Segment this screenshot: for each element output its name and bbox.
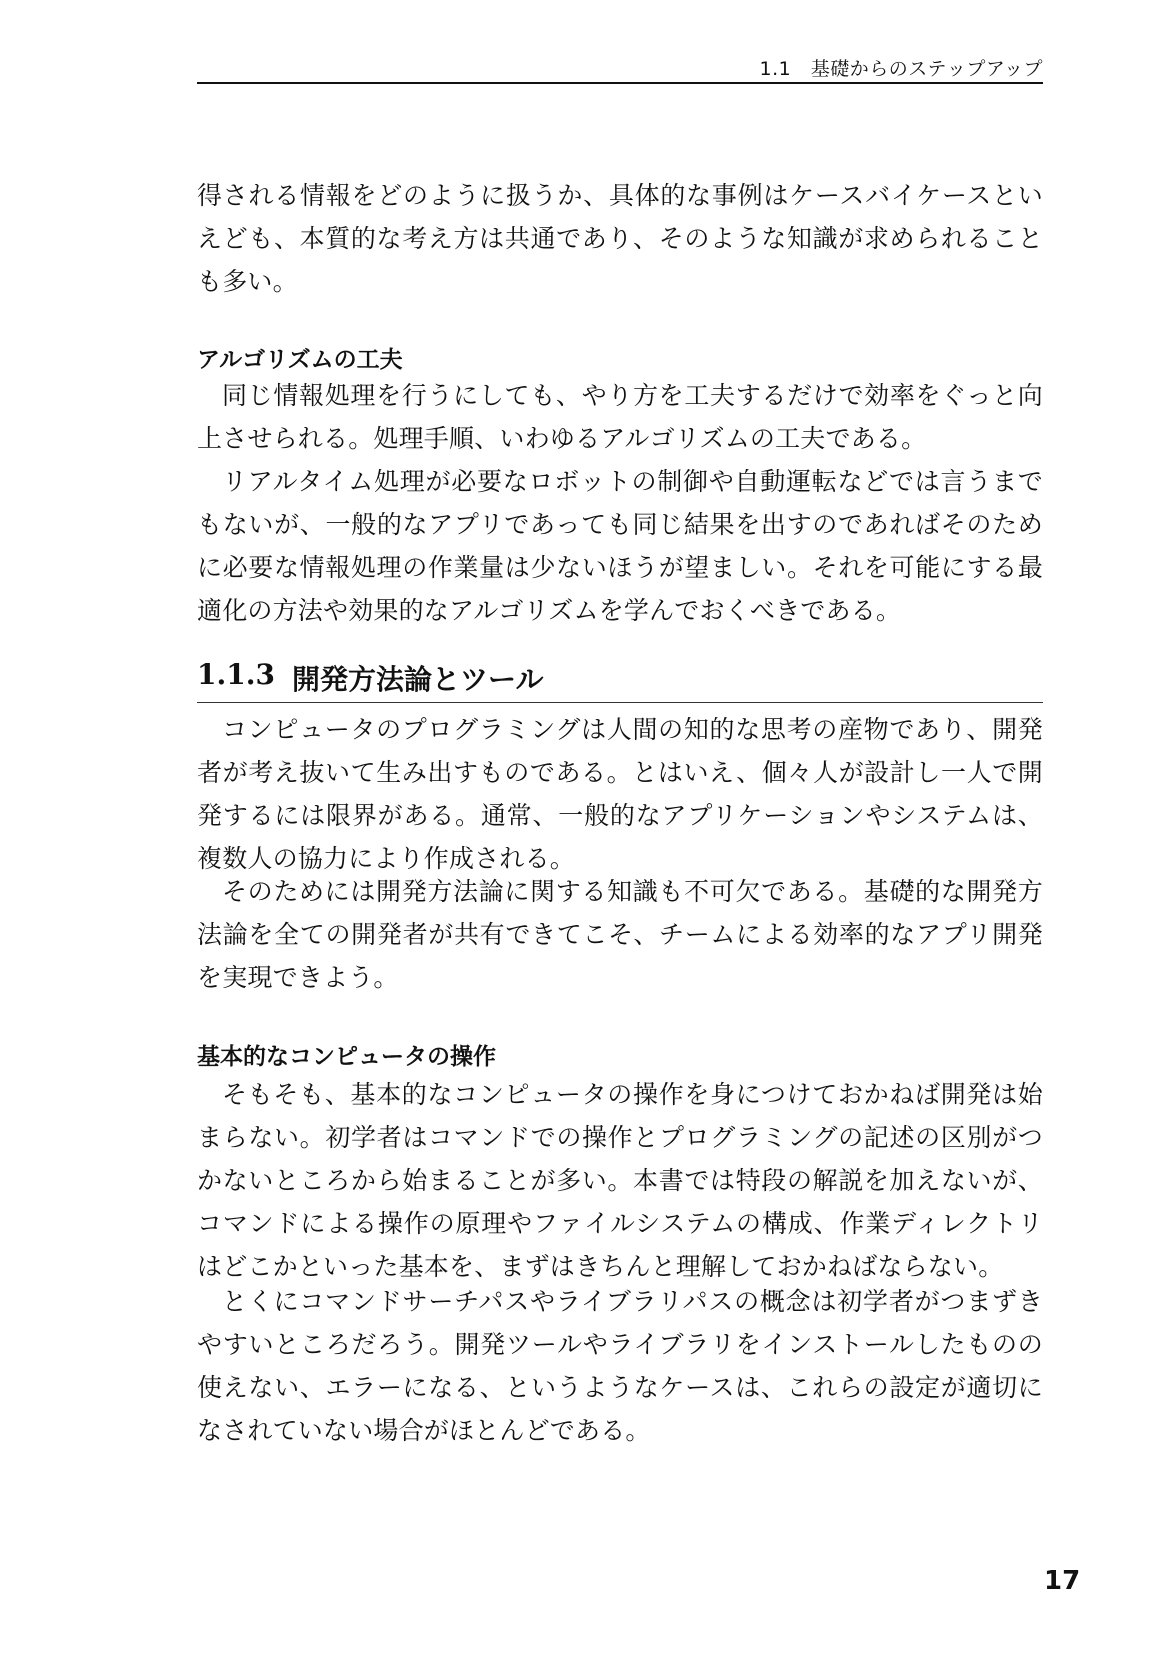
running-header-title: 1.1 基礎からのステップアップ: [759, 58, 1043, 80]
algorithm-paragraph-1: 同じ情報処理を行うにしても、やり方を工夫するだけで効率をぐっと向上させられる。処理手順、いわゆるアルゴリズムの工夫である。: [197, 381, 1043, 453]
section-title: 開発方法論とツール: [292, 663, 544, 696]
section-heading: [197, 654, 1043, 703]
running-header: [197, 52, 1043, 84]
algorithm-heading: アルゴリズムの工夫: [197, 347, 403, 373]
basic-operation-paragraph-1: そもそも、基本的なコンピュータの操作を身につけておかねば開発は始まらない。初学者はコマンドでの操作とプログラミングの記述の区別がつかないところから始まることが多い。本書では特段の解説を加えないが、コマンドによる操作の原理やファイルシステムの構成、作業ディレクトリはどこかといった基本を、まずはきちんと理解しておかねばならない。: [197, 1080, 1043, 1281]
method-paragraph-2: そのためには開発方法論に関する知識も不可欠である。基礎的な開発方法論を全ての開発者が共有できてこそ、チームによる効率的なアプリ開発を実現できよう。: [197, 877, 1043, 992]
algorithm-paragraph-2: リアルタイム処理が必要なロボットの制御や自動運転などでは言うまでもないが、一般的なアプリであっても同じ結果を出すのであればそのために必要な情報処理の作業量は少ないほうが望ましい。それを可能にする最適化の方法や効果的なアルゴリズムを学んでおくべきである。: [197, 467, 1043, 625]
basic-operation-paragraph-2: とくにコマンドサーチパスやライブラリパスの概念は初学者がつまずきやすいところだろう。開発ツールやライブラリをインストールしたものの使えない、エラーになる、というようなケースは、これらの設定が適切になされていない場合がほとんどである。: [197, 1287, 1043, 1445]
page-number: 17: [1044, 1566, 1081, 1596]
method-paragraph-1: コンピュータのプログラミングは人間の知的な思考の産物であり、開発者が考え抜いて生み出すものである。とはいえ、個々人が設計し一人で開発するには限界がある。通常、一般的なアプリケーションやシステムは、複数人の協力により作成される。: [197, 715, 1043, 873]
section-number: 1.1.3: [197, 658, 275, 691]
basic-operation-heading: 基本的なコンピュータの操作: [197, 1044, 496, 1070]
intro-paragraph: 得される情報をどのように扱うか、具体的な事例はケースバイケースといえども、本質的な考え方は共通であり、そのような知識が求められることも多い。: [197, 181, 1043, 296]
